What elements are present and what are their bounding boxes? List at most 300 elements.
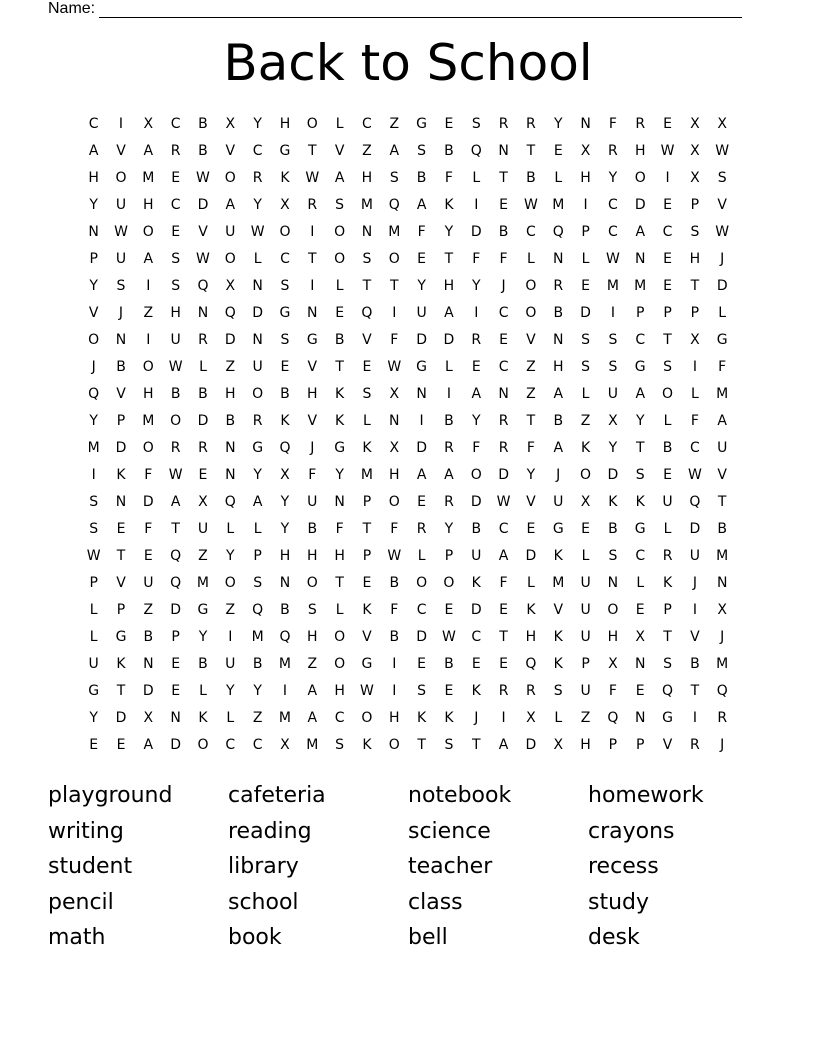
grid-cell[interactable]: U (225, 224, 236, 240)
grid-cell[interactable]: O (580, 467, 592, 483)
grid-cell[interactable]: B (198, 386, 208, 402)
grid-cell[interactable]: X (580, 494, 591, 510)
grid-cell[interactable]: S (253, 575, 263, 591)
grid-cell[interactable]: E (444, 116, 454, 132)
grid-cell[interactable]: C (498, 521, 509, 537)
grid-cell[interactable]: N (115, 332, 127, 348)
grid-cell[interactable]: L (253, 251, 262, 267)
grid-cell[interactable]: Y (89, 197, 98, 213)
grid-cell[interactable]: V (662, 737, 673, 753)
grid-cell[interactable]: N (389, 413, 400, 429)
grid-cell[interactable]: K (471, 683, 481, 699)
grid-cell[interactable]: X (280, 467, 290, 483)
grid-cell[interactable]: E (280, 359, 290, 375)
grid-cell[interactable]: L (663, 521, 672, 537)
grid-cell[interactable]: X (198, 494, 208, 510)
grid-cell[interactable]: U (170, 332, 181, 348)
grid-cell[interactable]: T (362, 521, 372, 537)
grid-cell[interactable]: O (525, 278, 537, 294)
grid-cell[interactable]: Z (143, 305, 154, 321)
grid-cell[interactable]: B (307, 521, 318, 537)
grid-cell[interactable]: F (472, 251, 481, 267)
grid-cell[interactable]: D (224, 332, 236, 348)
grid-cell[interactable]: D (634, 197, 646, 213)
grid-cell[interactable]: H (552, 359, 564, 375)
grid-cell[interactable]: D (580, 305, 591, 321)
grid-cell[interactable]: E (499, 197, 509, 213)
grid-cell[interactable]: J (720, 251, 725, 267)
grid-cell[interactable]: O (279, 224, 291, 240)
grid-cell[interactable]: Y (89, 413, 98, 429)
grid-cell[interactable]: G (88, 683, 100, 699)
grid-cell[interactable]: H (307, 629, 318, 645)
grid-cell[interactable]: M (196, 575, 210, 591)
grid-cell[interactable]: T (171, 521, 180, 537)
grid-cell[interactable]: E (171, 224, 181, 240)
grid-cell[interactable]: M (716, 386, 729, 402)
grid-cell[interactable]: P (581, 224, 590, 240)
grid-cell[interactable]: B (553, 305, 564, 321)
grid-cell[interactable]: D (443, 332, 455, 348)
grid-cell[interactable]: O (388, 737, 400, 753)
grid-cell[interactable]: B (444, 413, 454, 429)
grid-cell[interactable]: I (118, 116, 124, 132)
grid-cell[interactable]: U (580, 683, 591, 699)
grid-cell[interactable]: L (199, 359, 207, 375)
grid-cell[interactable]: A (143, 143, 154, 159)
grid-cell[interactable]: O (115, 170, 127, 186)
grid-cell[interactable]: U (307, 494, 318, 510)
grid-cell[interactable]: O (170, 413, 182, 429)
grid-cell[interactable]: L (472, 170, 481, 186)
grid-cell[interactable]: R (444, 440, 454, 456)
grid-cell[interactable]: S (362, 251, 372, 267)
grid-cell[interactable]: T (526, 413, 536, 429)
grid-cell[interactable]: C (280, 251, 290, 267)
grid-cell[interactable]: Z (526, 359, 536, 375)
grid-cell[interactable]: U (580, 575, 591, 591)
grid-cell[interactable]: T (499, 629, 508, 645)
grid-cell[interactable]: Z (389, 116, 400, 132)
grid-cell[interactable]: T (335, 575, 344, 591)
grid-cell[interactable]: W (305, 170, 320, 186)
grid-cell[interactable]: A (717, 413, 727, 429)
grid-cell[interactable]: L (253, 521, 262, 537)
grid-cell[interactable]: M (278, 656, 291, 672)
grid-cell[interactable]: U (580, 602, 591, 618)
grid-cell[interactable]: A (416, 467, 427, 483)
grid-cell[interactable]: H (443, 278, 455, 294)
grid-cell[interactable]: Y (253, 467, 262, 483)
grid-cell[interactable]: L (718, 305, 727, 321)
grid-cell[interactable]: M (142, 170, 155, 186)
grid-cell[interactable]: F (335, 521, 344, 537)
grid-cell[interactable]: S (417, 143, 427, 159)
grid-cell[interactable]: V (717, 467, 727, 483)
grid-cell[interactable]: Z (143, 602, 154, 618)
grid-cell[interactable]: S (417, 683, 427, 699)
grid-cell[interactable]: G (334, 440, 346, 456)
grid-cell[interactable]: H (143, 197, 154, 213)
grid-cell[interactable]: X (690, 170, 700, 186)
grid-cell[interactable]: T (635, 440, 645, 456)
grid-cell[interactable]: K (362, 737, 372, 753)
grid-cell[interactable]: E (553, 143, 563, 159)
grid-cell[interactable]: Y (553, 116, 563, 132)
grid-cell[interactable]: F (308, 467, 317, 483)
grid-cell[interactable]: V (307, 413, 318, 429)
grid-cell[interactable]: T (116, 683, 126, 699)
grid-cell[interactable]: A (307, 710, 318, 726)
grid-cell[interactable]: R (553, 278, 564, 294)
grid-cell[interactable]: E (89, 737, 99, 753)
grid-cell[interactable]: X (608, 656, 618, 672)
grid-cell[interactable]: N (334, 494, 345, 510)
grid-cell[interactable]: B (280, 386, 290, 402)
grid-cell[interactable]: E (417, 656, 427, 672)
grid-cell[interactable]: B (280, 602, 290, 618)
grid-cell[interactable]: D (470, 224, 482, 240)
grid-cell[interactable]: S (471, 116, 481, 132)
grid-cell[interactable]: U (662, 494, 673, 510)
grid-cell[interactable]: I (692, 710, 697, 726)
grid-cell[interactable]: F (390, 521, 399, 537)
grid-cell[interactable]: D (142, 683, 154, 699)
grid-cell[interactable]: M (634, 278, 647, 294)
grid-cell[interactable]: Q (88, 386, 100, 402)
grid-cell[interactable]: S (444, 737, 454, 753)
grid-cell[interactable]: O (662, 386, 674, 402)
grid-cell[interactable]: D (170, 737, 182, 753)
grid-cell[interactable]: H (170, 305, 181, 321)
grid-cell[interactable]: G (552, 521, 564, 537)
grid-cell[interactable]: B (444, 656, 454, 672)
grid-cell[interactable]: M (552, 575, 565, 591)
grid-cell[interactable]: I (692, 602, 697, 618)
grid-cell[interactable]: A (444, 467, 454, 483)
grid-cell[interactable]: H (607, 629, 619, 645)
grid-cell[interactable]: N (252, 332, 263, 348)
grid-cell[interactable]: A (444, 305, 454, 321)
grid-cell[interactable]: L (527, 575, 535, 591)
grid-cell[interactable]: L (554, 170, 563, 186)
grid-cell[interactable]: C (635, 332, 646, 348)
grid-cell[interactable]: D (470, 602, 482, 618)
grid-cell[interactable]: N (361, 224, 373, 240)
grid-cell[interactable]: S (717, 170, 727, 186)
grid-cell[interactable]: H (634, 143, 646, 159)
grid-cell[interactable]: O (334, 224, 346, 240)
grid-cell[interactable]: G (634, 359, 646, 375)
grid-cell[interactable]: Q (607, 710, 619, 726)
grid-cell[interactable]: B (252, 656, 263, 672)
grid-cell[interactable]: Y (253, 683, 262, 699)
grid-cell[interactable]: H (525, 629, 537, 645)
grid-cell[interactable]: L (417, 548, 426, 564)
grid-cell[interactable]: X (717, 116, 727, 132)
grid-cell[interactable]: H (225, 386, 236, 402)
grid-cell[interactable]: X (690, 332, 700, 348)
grid-cell[interactable]: P (89, 251, 98, 267)
grid-cell[interactable]: H (307, 386, 318, 402)
grid-cell[interactable]: R (416, 521, 427, 537)
grid-cell[interactable]: X (717, 602, 727, 618)
grid-cell[interactable]: H (334, 683, 345, 699)
grid-cell[interactable]: G (662, 710, 673, 726)
grid-cell[interactable]: U (580, 629, 591, 645)
grid-cell[interactable]: Y (226, 683, 235, 699)
grid-cell[interactable]: Z (526, 386, 536, 402)
grid-cell[interactable]: T (717, 494, 727, 510)
grid-cell[interactable]: K (580, 440, 591, 456)
grid-cell[interactable]: Q (361, 305, 373, 321)
grid-cell[interactable]: E (663, 467, 672, 483)
grid-cell[interactable]: K (444, 197, 454, 213)
grid-cell[interactable]: E (663, 251, 672, 267)
grid-cell[interactable]: N (252, 278, 263, 294)
grid-cell[interactable]: L (527, 251, 535, 267)
grid-cell[interactable]: W (687, 467, 702, 483)
grid-cell[interactable]: Y (471, 413, 481, 429)
grid-cell[interactable]: Q (197, 278, 209, 294)
grid-cell[interactable]: R (498, 116, 509, 132)
grid-cell[interactable]: V (334, 143, 345, 159)
grid-cell[interactable]: N (498, 386, 509, 402)
grid-cell[interactable]: F (472, 440, 481, 456)
grid-cell[interactable]: I (392, 305, 397, 321)
grid-cell[interactable]: V (690, 629, 700, 645)
grid-cell[interactable]: U (197, 521, 209, 537)
grid-cell[interactable]: Y (526, 467, 536, 483)
grid-cell[interactable]: I (610, 305, 615, 321)
grid-cell[interactable]: V (116, 143, 126, 159)
grid-cell[interactable]: L (581, 386, 590, 402)
grid-cell[interactable]: M (306, 737, 319, 753)
grid-cell[interactable]: S (89, 494, 99, 510)
grid-cell[interactable]: R (690, 737, 700, 753)
grid-cell[interactable]: N (279, 575, 291, 591)
grid-cell[interactable]: R (198, 440, 208, 456)
grid-cell[interactable]: I (146, 278, 151, 294)
grid-cell[interactable]: D (498, 467, 509, 483)
grid-cell[interactable]: P (690, 305, 700, 321)
grid-cell[interactable]: X (225, 278, 236, 294)
grid-cell[interactable]: G (361, 656, 373, 672)
grid-cell[interactable]: G (416, 359, 428, 375)
grid-cell[interactable]: Z (580, 710, 591, 726)
grid-cell[interactable]: Q (662, 683, 674, 699)
grid-cell[interactable]: Q (279, 629, 291, 645)
grid-cell[interactable]: Z (225, 602, 236, 618)
grid-cell[interactable]: F (526, 440, 535, 456)
grid-cell[interactable]: B (717, 521, 728, 537)
grid-cell[interactable]: D (716, 278, 728, 294)
grid-cell[interactable]: E (663, 197, 672, 213)
grid-cell[interactable]: K (335, 386, 345, 402)
grid-cell[interactable]: B (498, 224, 509, 240)
grid-cell[interactable]: T (362, 278, 372, 294)
grid-cell[interactable]: F (690, 413, 699, 429)
grid-cell[interactable]: H (279, 548, 291, 564)
grid-cell[interactable]: K (553, 656, 563, 672)
grid-cell[interactable]: D (170, 602, 182, 618)
grid-cell[interactable]: P (636, 737, 645, 753)
grid-cell[interactable]: K (335, 413, 345, 429)
grid-cell[interactable]: I (392, 656, 397, 672)
grid-cell[interactable]: C (88, 116, 99, 132)
grid-cell[interactable]: A (553, 440, 564, 456)
grid-cell[interactable]: L (581, 251, 590, 267)
grid-cell[interactable]: C (608, 224, 618, 240)
grid-cell[interactable]: F (390, 332, 399, 348)
grid-cell[interactable]: S (635, 467, 645, 483)
grid-cell[interactable]: E (198, 467, 208, 483)
grid-cell[interactable]: V (198, 224, 208, 240)
grid-cell[interactable]: N (498, 143, 509, 159)
grid-cell[interactable]: L (335, 602, 344, 618)
grid-cell[interactable]: L (581, 548, 590, 564)
grid-cell[interactable]: A (635, 224, 646, 240)
grid-cell[interactable]: C (471, 629, 482, 645)
grid-cell[interactable]: E (499, 656, 509, 672)
grid-cell[interactable]: N (634, 710, 646, 726)
grid-cell[interactable]: V (362, 332, 372, 348)
grid-cell[interactable]: U (115, 197, 127, 213)
grid-cell[interactable]: Y (89, 710, 98, 726)
grid-cell[interactable]: M (606, 278, 619, 294)
grid-cell[interactable]: P (116, 602, 126, 618)
grid-cell[interactable]: G (416, 116, 428, 132)
grid-cell[interactable]: Q (252, 602, 264, 618)
grid-cell[interactable]: H (279, 116, 291, 132)
grid-cell[interactable]: A (88, 143, 99, 159)
grid-cell[interactable]: R (498, 413, 509, 429)
grid-cell[interactable]: N (115, 494, 127, 510)
grid-cell[interactable]: U (689, 548, 700, 564)
grid-cell[interactable]: F (499, 251, 508, 267)
grid-cell[interactable]: C (362, 116, 372, 132)
grid-cell[interactable]: T (499, 170, 508, 186)
grid-cell[interactable]: D (197, 197, 209, 213)
grid-cell[interactable]: L (363, 413, 371, 429)
grid-cell[interactable]: E (499, 332, 509, 348)
grid-cell[interactable]: P (171, 629, 180, 645)
grid-cell[interactable]: A (334, 170, 345, 186)
grid-cell[interactable]: N (553, 332, 564, 348)
grid-cell[interactable]: P (116, 413, 126, 429)
grid-cell[interactable]: O (306, 575, 318, 591)
grid-cell[interactable]: T (663, 332, 672, 348)
grid-cell[interactable]: J (118, 305, 124, 321)
grid-cell[interactable]: S (663, 359, 672, 375)
grid-cell[interactable]: C (225, 737, 236, 753)
grid-cell[interactable]: A (252, 494, 263, 510)
grid-cell[interactable]: Y (444, 224, 454, 240)
grid-cell[interactable]: Y (280, 494, 290, 510)
grid-cell[interactable]: W (168, 359, 183, 375)
grid-cell[interactable]: L (690, 386, 699, 402)
grid-cell[interactable]: U (553, 494, 564, 510)
grid-cell[interactable]: I (91, 467, 96, 483)
grid-cell[interactable]: F (608, 116, 617, 132)
grid-cell[interactable]: B (389, 629, 400, 645)
grid-cell[interactable]: B (690, 656, 700, 672)
grid-cell[interactable]: C (416, 602, 427, 618)
grid-cell[interactable]: T (690, 683, 700, 699)
grid-cell[interactable]: K (608, 494, 618, 510)
grid-cell[interactable]: R (662, 548, 673, 564)
grid-cell[interactable]: N (716, 575, 728, 591)
grid-cell[interactable]: C (170, 197, 181, 213)
grid-cell[interactable]: K (280, 170, 290, 186)
grid-cell[interactable]: R (608, 143, 618, 159)
grid-cell[interactable]: X (553, 737, 564, 753)
grid-cell[interactable]: G (634, 521, 646, 537)
grid-cell[interactable]: A (307, 683, 318, 699)
grid-cell[interactable]: T (417, 737, 426, 753)
grid-cell[interactable]: W (250, 224, 265, 240)
grid-cell[interactable]: T (335, 359, 344, 375)
grid-cell[interactable]: V (526, 332, 536, 348)
grid-cell[interactable]: W (196, 170, 210, 186)
grid-cell[interactable]: Y (198, 629, 208, 645)
grid-cell[interactable]: Z (198, 548, 208, 564)
grid-cell[interactable]: I (474, 305, 479, 321)
grid-cell[interactable]: L (226, 521, 235, 537)
grid-cell[interactable]: B (444, 143, 454, 159)
grid-cell[interactable]: L (663, 413, 672, 429)
grid-cell[interactable]: T (690, 278, 700, 294)
grid-cell[interactable]: V (116, 575, 126, 591)
grid-cell[interactable]: L (226, 710, 235, 726)
grid-cell[interactable]: Y (253, 116, 262, 132)
grid-cell[interactable]: T (389, 278, 399, 294)
name-rule[interactable] (99, 3, 742, 18)
grid-cell[interactable]: I (665, 170, 670, 186)
grid-cell[interactable]: V (526, 494, 536, 510)
grid-cell[interactable]: D (607, 467, 619, 483)
grid-cell[interactable]: B (198, 116, 208, 132)
grid-cell[interactable]: J (720, 629, 725, 645)
grid-cell[interactable]: X (280, 737, 290, 753)
grid-cell[interactable]: V (88, 305, 99, 321)
grid-cell[interactable]: S (89, 521, 99, 537)
grid-cell[interactable]: O (334, 656, 346, 672)
grid-cell[interactable]: N (607, 575, 619, 591)
grid-cell[interactable]: Z (252, 710, 263, 726)
grid-cell[interactable]: K (662, 575, 673, 591)
grid-cell[interactable]: X (635, 629, 646, 645)
grid-cell[interactable]: E (417, 494, 427, 510)
grid-cell[interactable]: M (251, 629, 264, 645)
grid-cell[interactable]: H (334, 548, 345, 564)
grid-cell[interactable]: R (198, 332, 208, 348)
grid-cell[interactable]: J (720, 737, 725, 753)
grid-cell[interactable]: S (690, 224, 700, 240)
grid-cell[interactable]: U (607, 386, 619, 402)
grid-cell[interactable]: E (499, 602, 509, 618)
grid-cell[interactable]: Q (170, 548, 182, 564)
grid-cell[interactable]: V (717, 197, 727, 213)
grid-cell[interactable]: R (471, 332, 482, 348)
grid-cell[interactable]: F (608, 683, 617, 699)
grid-cell[interactable]: L (554, 710, 563, 726)
grid-cell[interactable]: K (526, 602, 536, 618)
grid-cell[interactable]: M (552, 197, 565, 213)
grid-cell[interactable]: L (335, 278, 344, 294)
grid-cell[interactable]: L (199, 683, 207, 699)
grid-cell[interactable]: U (252, 359, 263, 375)
